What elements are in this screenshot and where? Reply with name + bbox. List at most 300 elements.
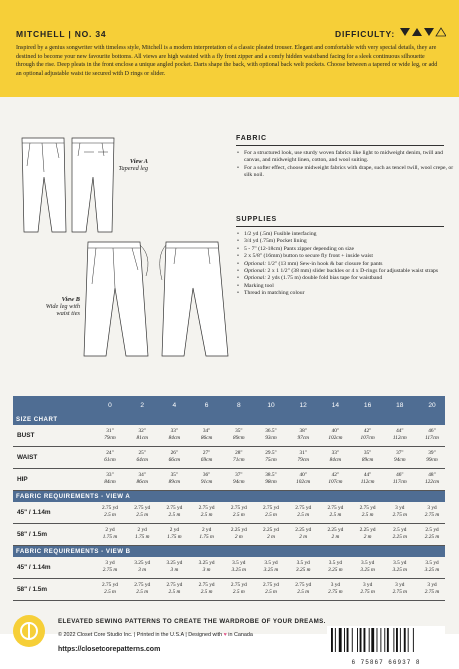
- cell-secondary: 2.5 m: [265, 512, 277, 519]
- copyright-end: in Canada: [228, 632, 253, 638]
- cell-secondary: 2.75 m: [360, 589, 375, 596]
- fabric-list: [236, 150, 454, 180]
- barcode-digits: 6 75867 66937 8: [351, 659, 421, 666]
- cell-primary: 2 yd: [137, 527, 147, 533]
- table-section-band: FABRIC REQUIREMENTS - VIEW B: [13, 546, 445, 557]
- cell-primary: 3 yd: [427, 505, 437, 511]
- cell-secondary: 122cm: [424, 479, 440, 486]
- view-b-subtitle-line2: waist ties: [56, 310, 80, 317]
- cell-secondary: 2.5 m: [297, 589, 310, 596]
- table-cell: [159, 450, 189, 464]
- table-cell: [385, 450, 415, 464]
- cell-secondary: 94cm: [233, 479, 245, 486]
- cell-primary: 2.75 yd: [263, 582, 279, 588]
- cell-secondary: 97cm: [297, 435, 309, 442]
- cell-primary: 3.5 yd: [393, 560, 407, 566]
- table-cell: [95, 472, 125, 486]
- cell-secondary: 91cm: [200, 479, 213, 486]
- cell-primary: 2.25 yd: [359, 527, 376, 533]
- fabric-divider: [236, 145, 444, 146]
- cell-secondary: 2.5 m: [232, 512, 245, 519]
- cell-secondary: 84cm: [168, 435, 181, 442]
- cell-primary: 37": [235, 472, 243, 478]
- barcode-bar: [408, 628, 409, 652]
- table-cell: [288, 428, 318, 442]
- table-cell: [127, 428, 157, 442]
- cell-secondary: 3.25 m: [360, 567, 375, 574]
- pattern-title: MITCHELL | NO. 34: [16, 29, 107, 39]
- cell-primary: 2.25 yd: [263, 527, 279, 533]
- table-cell: [95, 505, 125, 519]
- table-cell: [192, 450, 222, 464]
- cell-secondary: 2.5 m: [168, 512, 181, 519]
- table-cell: [353, 428, 383, 442]
- supplies-item: • Marking tool: [244, 283, 454, 290]
- cell-secondary: 2.75 m: [424, 512, 440, 519]
- cell-primary: 2.75 yd: [198, 505, 215, 511]
- table-cell: [95, 527, 125, 541]
- table-cell: [127, 450, 157, 464]
- cell-primary: 29.5": [265, 450, 277, 456]
- cell-secondary: 61cm: [104, 457, 116, 464]
- table-row: [13, 524, 445, 546]
- brand-logo-icon: [12, 614, 46, 648]
- table-cell: [353, 450, 383, 464]
- view-b-caption: [20, 296, 80, 317]
- cell-primary: 28": [235, 450, 243, 456]
- table-cell: [159, 472, 189, 486]
- table-cell: [256, 450, 286, 464]
- table-row: [13, 502, 445, 524]
- cell-primary: 2.5 yd: [393, 527, 407, 533]
- cell-secondary: 2.5 m: [104, 589, 116, 596]
- cell-secondary: 2 m: [363, 534, 372, 541]
- table-cell: [224, 428, 254, 442]
- cell-primary: 2.75 yd: [295, 505, 312, 511]
- cell-secondary: 81cm: [136, 435, 148, 442]
- table-section-band: SIZE CHART: [13, 414, 445, 425]
- cell-primary: 2.75 yd: [102, 582, 118, 588]
- fabric-item: • For a structured look, use sturdy woven fabrics like light to midweight denim, twill and canvas, and midweight linen, cotton, and wool suiting.: [244, 150, 454, 165]
- cell-secondary: 86cm: [136, 479, 148, 486]
- supplies-item: • 1/2 yd (.5m) Fusible interfacing: [244, 231, 454, 238]
- barcode-bar: [413, 628, 414, 652]
- table-cell: [385, 527, 415, 541]
- table-cell: [192, 428, 222, 442]
- header-banner: [0, 0, 459, 97]
- table-cell: [256, 505, 286, 519]
- cell-secondary: 71cm: [233, 457, 245, 464]
- barcode-bar: [335, 628, 336, 652]
- optional-tag: Optional:: [244, 268, 267, 275]
- cell-secondary: 79cm: [104, 435, 116, 442]
- cell-primary: 3.5 yd: [328, 560, 343, 566]
- cell-primary: 36": [202, 472, 211, 478]
- cell-primary: 36.5": [265, 428, 277, 434]
- barcode-bar: [384, 628, 385, 652]
- cell-secondary: 2.75 m: [392, 589, 407, 596]
- barcode-bar: [400, 628, 401, 652]
- cell-primary: 3 yd: [330, 582, 341, 588]
- cell-primary: 2.75 yd: [230, 505, 247, 511]
- table-row-label: 58" / 1.5m: [17, 530, 48, 538]
- cell-primary: 34": [202, 428, 211, 434]
- cell-primary: 31": [299, 450, 307, 456]
- barcode-bar: [339, 628, 342, 652]
- barcode-bar: [380, 628, 381, 652]
- footer-copyright: [58, 632, 253, 638]
- table-cell: [320, 560, 350, 574]
- barcode-bar: [364, 628, 366, 652]
- table-cell: [192, 582, 222, 596]
- table-cell: [95, 560, 125, 574]
- table-cell: [192, 560, 222, 574]
- cell-primary: 2.75 yd: [102, 505, 118, 511]
- view-b-title: View B: [61, 296, 80, 303]
- cell-primary: 26": [170, 450, 179, 456]
- copyright-text: © 2022 Closet Core Studio Inc. | Printed in the U.S.A | Designed with: [58, 632, 223, 638]
- table-cell: [385, 472, 415, 486]
- supplies-heading: SUPPLIES: [236, 216, 278, 223]
- table-cell: [192, 527, 222, 541]
- view-a-title: View A: [129, 158, 148, 165]
- cell-secondary: 2.5 m: [361, 512, 374, 519]
- cell-primary: 31": [106, 428, 114, 434]
- table-row: [13, 579, 445, 601]
- table-cell: [159, 582, 189, 596]
- website-link[interactable]: https://closetcorepatterns.com: [58, 646, 161, 653]
- table-cell: [288, 527, 318, 541]
- cell-primary: 44": [396, 428, 404, 434]
- size-header-cell: 0: [108, 402, 112, 409]
- barcode-bar: [344, 628, 345, 652]
- supplies-list: [236, 231, 454, 298]
- cell-primary: 42": [363, 428, 372, 434]
- cell-secondary: 112cm: [360, 479, 375, 486]
- cell-primary: 33": [170, 428, 179, 434]
- table-cell: [256, 582, 286, 596]
- cell-secondary: 84cm: [329, 457, 342, 464]
- cell-primary: 3.25 yd: [166, 560, 183, 566]
- cell-primary: 3.25 yd: [134, 560, 151, 566]
- barcode-bar: [404, 628, 406, 652]
- cell-secondary: 2.5 m: [104, 512, 116, 519]
- table-cell: [224, 582, 254, 596]
- cell-primary: 2.75 yd: [198, 582, 215, 588]
- cell-secondary: 2.5 m: [232, 589, 245, 596]
- table-row-label: 45" / 1.14m: [17, 508, 51, 516]
- cell-secondary: 1.75 m: [102, 534, 118, 541]
- cell-secondary: 2.75 m: [102, 567, 118, 574]
- cell-secondary: 64cm: [136, 457, 148, 464]
- cell-primary: 2.75 yd: [166, 582, 183, 588]
- cell-primary: 24": [106, 450, 114, 456]
- table-cell: [385, 505, 415, 519]
- supplies-divider: [236, 226, 444, 227]
- difficulty-rating-icon: [400, 27, 446, 37]
- table-cell: [320, 472, 350, 486]
- cell-secondary: 3 m: [138, 567, 147, 574]
- cell-primary: 3 yd: [395, 505, 405, 511]
- size-header-row: [13, 396, 445, 414]
- barcode-bars-icon: [327, 626, 445, 654]
- table-cell: [224, 527, 254, 541]
- cell-secondary: 3 m: [202, 567, 211, 574]
- barcode-bar: [396, 628, 398, 652]
- cell-primary: 25": [138, 450, 146, 456]
- cell-primary: 48": [428, 472, 436, 478]
- cell-primary: 3.5 yd: [232, 560, 246, 566]
- cell-secondary: 2.5 m: [168, 589, 181, 596]
- fabric-heading: FABRIC: [236, 135, 267, 142]
- cell-secondary: 93cm: [265, 435, 277, 442]
- supplies-item: • 2 x 5/8" (16mm) button to secure fly front + inside waist: [244, 253, 454, 260]
- table-cell: [417, 560, 447, 574]
- table-cell: [417, 582, 447, 596]
- cell-secondary: 2.5 m: [136, 512, 149, 519]
- view-b-illustration: [82, 236, 232, 360]
- size-header-cell: 20: [428, 402, 436, 409]
- cell-primary: 2.75 yd: [134, 582, 151, 588]
- cell-secondary: 102cm: [328, 435, 343, 442]
- cell-primary: 2 yd: [201, 527, 212, 533]
- cell-secondary: 84cm: [104, 479, 116, 486]
- cell-secondary: 117cm: [392, 479, 407, 486]
- cell-primary: 40": [331, 428, 340, 434]
- cell-secondary: 94cm: [394, 457, 406, 464]
- cell-primary: 2.75 yd: [134, 505, 151, 511]
- cell-secondary: 1.75 m: [199, 534, 214, 541]
- barcode-bar: [347, 628, 349, 652]
- cell-primary: 2.25 yd: [327, 527, 344, 533]
- table-cell: [159, 428, 189, 442]
- table-cell: [159, 527, 189, 541]
- cell-primary: 39": [428, 450, 436, 456]
- cell-primary: 35": [170, 472, 179, 478]
- table-row: [13, 469, 445, 491]
- cell-primary: 33": [106, 472, 114, 478]
- cell-secondary: 3.25 m: [424, 567, 440, 574]
- cell-primary: 2 yd: [169, 527, 180, 533]
- table-cell: [224, 505, 254, 519]
- table-cell: [159, 560, 189, 574]
- table-row: [13, 425, 445, 447]
- table-cell: [288, 582, 318, 596]
- cell-primary: 3.5 yd: [296, 560, 310, 566]
- cell-primary: 3.5 yd: [360, 560, 375, 566]
- barcode-bar: [360, 628, 362, 652]
- cell-secondary: 1.75 m: [134, 534, 150, 541]
- table-cell: [320, 505, 350, 519]
- footer-tagline: ELEVATED SEWING PATTERNS TO CREATE THE WARDROBE OF YOUR DREAMS.: [58, 618, 326, 625]
- supplies-item: • Optional: 1/2" (13 mm) Sew-in hook & bar closure for pants: [244, 261, 454, 268]
- cell-secondary: 107cm: [328, 479, 343, 486]
- cell-primary: 2.75 yd: [230, 582, 247, 588]
- table-cell: [353, 472, 383, 486]
- cell-primary: 2.75 yd: [166, 505, 183, 511]
- cell-secondary: 2.75 m: [328, 589, 343, 596]
- size-header-cell: 16: [363, 402, 372, 409]
- size-header-cell: 2: [140, 402, 145, 409]
- barcode-bar: [357, 628, 358, 652]
- barcode-bar: [377, 628, 378, 652]
- cell-secondary: 2 m: [234, 534, 243, 541]
- view-a-subtitle: Tapered leg: [118, 165, 148, 172]
- table-cell: [385, 428, 415, 442]
- cell-primary: 2.25 yd: [230, 527, 247, 533]
- cell-primary: 3.5 yd: [264, 560, 278, 566]
- table-cell: [288, 505, 318, 519]
- table-cell: [417, 527, 447, 541]
- cell-primary: 3 yd: [362, 582, 373, 588]
- cell-primary: 40": [299, 472, 307, 478]
- cell-secondary: 98cm: [265, 479, 277, 486]
- table-cell: [224, 450, 254, 464]
- table-cell: [127, 472, 157, 486]
- table-cell: [320, 428, 350, 442]
- cell-secondary: 69cm: [200, 457, 213, 464]
- supplies-item: • Optional: 2 yds (1.75 m) double fold bias tape for waistband: [244, 275, 454, 282]
- cell-secondary: 89cm: [361, 457, 374, 464]
- cell-secondary: 66cm: [168, 457, 181, 464]
- cell-secondary: 2.5 m: [329, 512, 342, 519]
- requirements-table: [13, 396, 445, 601]
- cell-secondary: 107cm: [360, 435, 375, 442]
- table-cell: [127, 505, 157, 519]
- barcode-bar: [393, 628, 394, 652]
- cell-primary: 44": [363, 472, 372, 478]
- cell-secondary: 2.5 m: [136, 589, 149, 596]
- cell-secondary: 2.5 m: [200, 589, 213, 596]
- table-row-label: 45" / 1.14m: [17, 563, 51, 571]
- table-cell: [159, 505, 189, 519]
- cell-primary: 27": [202, 450, 211, 456]
- cell-secondary: 2.5 m: [265, 589, 277, 596]
- cell-secondary: 117cm: [425, 435, 439, 442]
- supplies-item: • Thread in matching colour: [244, 290, 454, 297]
- cell-secondary: 3.25 m: [263, 567, 279, 574]
- cell-primary: 46": [396, 472, 404, 478]
- cell-primary: 33": [331, 450, 340, 456]
- cell-secondary: 3.25 m: [295, 567, 311, 574]
- cell-secondary: 2.25 m: [424, 534, 440, 541]
- cell-secondary: 79cm: [297, 457, 309, 464]
- cell-primary: 2.75 yd: [263, 505, 279, 511]
- cell-secondary: 3 m: [170, 567, 179, 574]
- cell-primary: 2.75 yd: [327, 505, 344, 511]
- table-cell: [353, 582, 383, 596]
- table-cell: [127, 560, 157, 574]
- table-row: [13, 557, 445, 579]
- cell-primary: 2.25 yd: [295, 527, 312, 533]
- cell-secondary: 2.5 m: [297, 512, 310, 519]
- cell-primary: 2.75 yd: [359, 505, 376, 511]
- barcode-bar: [387, 628, 389, 652]
- cell-secondary: 86cm: [200, 435, 213, 442]
- table-cell: [417, 472, 447, 486]
- table-cell: [385, 560, 415, 574]
- cell-secondary: 2.75 m: [424, 589, 440, 596]
- cell-secondary: 89cm: [168, 479, 181, 486]
- table-cell: [127, 527, 157, 541]
- table-cell: [288, 560, 318, 574]
- size-header-cell: 8: [236, 402, 241, 409]
- cell-secondary: 3.25 m: [392, 567, 407, 574]
- cell-primary: 38.5": [265, 472, 277, 478]
- cell-primary: 46": [428, 428, 436, 434]
- size-header-cell: 12: [299, 402, 307, 409]
- difficulty-label: DIFFICULTY:: [335, 29, 395, 39]
- size-header-cell: 4: [172, 402, 177, 409]
- cell-primary: 3 yd: [395, 582, 405, 588]
- table-cell: [320, 527, 350, 541]
- table-cell: [320, 582, 350, 596]
- supplies-item: • 3/4 yd (.75m) Pocket lining: [244, 238, 454, 245]
- size-header-cell: 10: [267, 402, 275, 409]
- table-cell: [320, 450, 350, 464]
- cell-secondary: 2 m: [299, 534, 308, 541]
- barcode-bar: [371, 628, 374, 652]
- barcode-bar: [352, 628, 353, 652]
- view-b-subtitle-line1: Wide leg with: [45, 303, 80, 310]
- cell-secondary: 2 m: [331, 534, 340, 541]
- cell-primary: 3.25 yd: [198, 560, 215, 566]
- barcode: [327, 626, 445, 666]
- cell-secondary: 2.75 m: [392, 512, 407, 519]
- table-section-band: FABRIC REQUIREMENTS - VIEW A: [13, 491, 445, 502]
- barcode-bar: [331, 628, 333, 652]
- table-cell: [417, 428, 447, 442]
- cell-primary: 32": [138, 428, 146, 434]
- cell-primary: 3 yd: [105, 560, 115, 566]
- cell-primary: 2.5 yd: [425, 527, 439, 533]
- cell-secondary: 112cm: [392, 435, 407, 442]
- cell-secondary: 89cm: [233, 435, 245, 442]
- cell-primary: 35": [363, 450, 372, 456]
- cell-primary: 3 yd: [427, 582, 437, 588]
- optional-tag: Optional:: [244, 260, 267, 267]
- cell-secondary: 3.25 m: [328, 567, 343, 574]
- table-row-label: 58" / 1.5m: [17, 585, 48, 593]
- cell-primary: 38": [299, 428, 307, 434]
- cell-primary: 2 yd: [105, 527, 115, 533]
- table-cell: [224, 472, 254, 486]
- cell-secondary: 3.25 m: [231, 567, 246, 574]
- cell-secondary: 2 m: [267, 534, 275, 541]
- cell-secondary: 2.25 m: [392, 534, 407, 541]
- size-header-cell: 18: [396, 402, 404, 409]
- size-header-cell: 14: [331, 402, 340, 409]
- pattern-description: Inspired by a genius songwriter with timeless style, Mitchell is a modern interpretation of a classic pleated trouser. Elegant and comfortable with very special details, they are destined to become your new favourite bottoms. All views are high waisted with a fly front zipper and a comfy hidden waistband facing for a sleek continuous silhouette through the rise. Deep pleats in the front enclose a unique angled pocket. Darts shape the back, with optional back welt pockets. Choose between a tapered or wide leg, or add an optional adjustable waist tie secured with D rings or slider.: [16, 45, 438, 77]
- cell-primary: 35": [235, 428, 243, 434]
- cell-secondary: 102cm: [296, 479, 311, 486]
- table-cell: [95, 582, 125, 596]
- cell-primary: 3.5 yd: [425, 560, 439, 566]
- view-a-caption: [80, 158, 148, 172]
- table-row: [13, 447, 445, 469]
- table-cell: [192, 505, 222, 519]
- table-cell: [256, 472, 286, 486]
- cell-secondary: 75cm: [265, 457, 277, 464]
- table-cell: [256, 428, 286, 442]
- table-cell: [256, 527, 286, 541]
- table-row-label: WAIST: [17, 453, 38, 461]
- optional-tag: Optional:: [244, 275, 267, 282]
- table-cell: [353, 560, 383, 574]
- cell-primary: 34": [138, 472, 146, 478]
- cell-primary: 42": [331, 472, 340, 478]
- fabric-item: • For a softer effect, choose midweight fabrics with drape, such as tencel twill, wool crepe, or silk noil.: [244, 165, 454, 180]
